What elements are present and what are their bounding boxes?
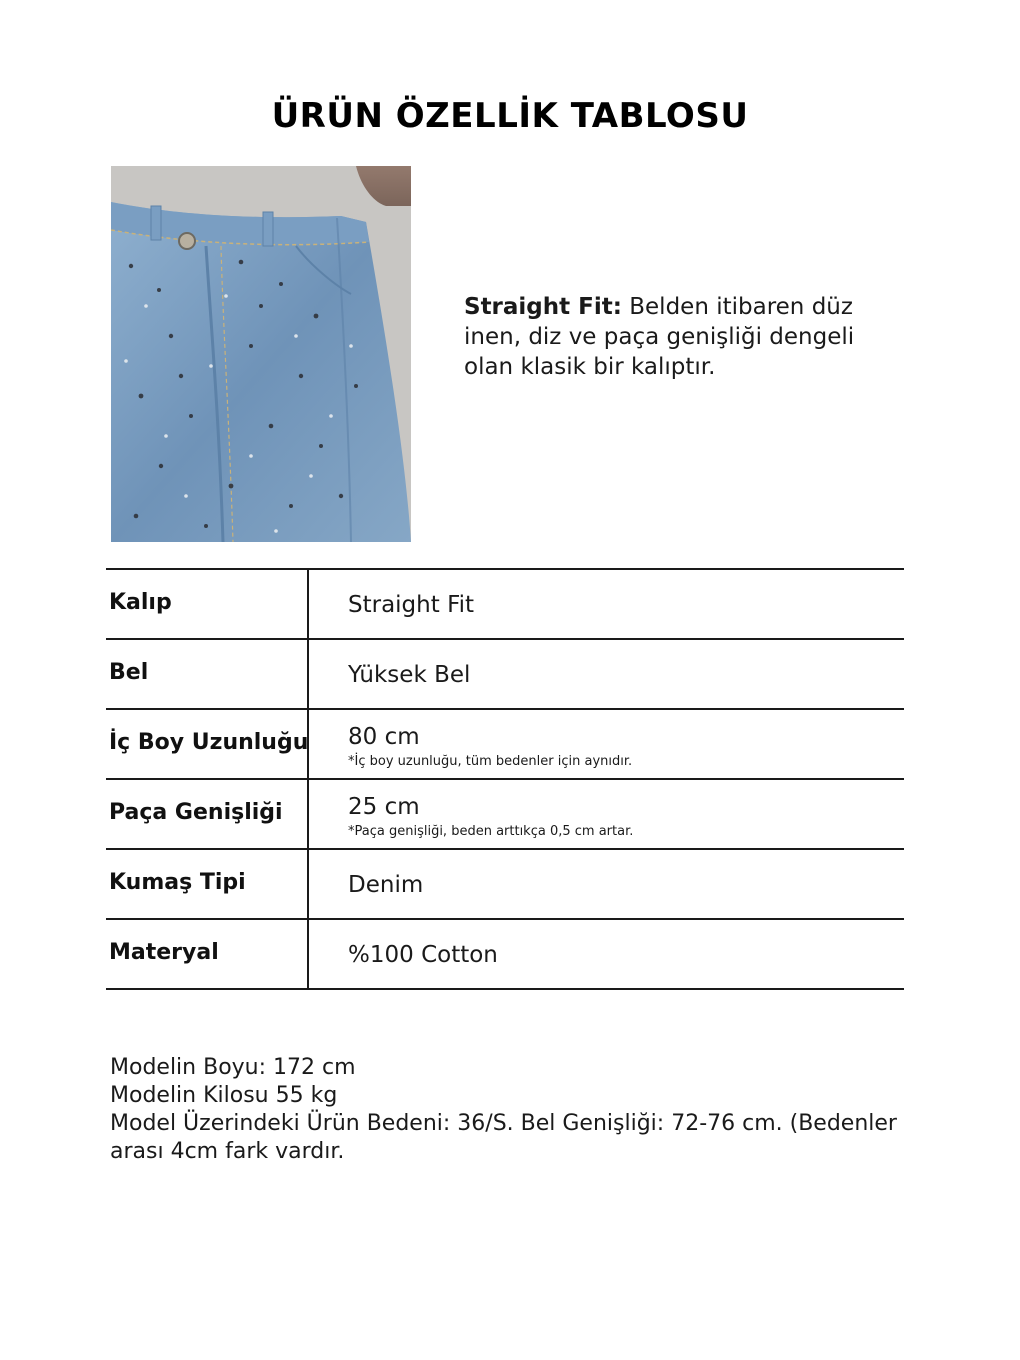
column-divider [307, 850, 309, 918]
page-title: ÜRÜN ÖZELLİK TABLOSU [271, 96, 749, 136]
spec-value: Straight Fit [348, 592, 475, 618]
spec-label: Kumaş Tipi [109, 870, 246, 895]
model-height: Modelin Boyu: 172 cm [110, 1055, 356, 1080]
spec-value: 25 cm [348, 794, 420, 820]
spec-row-ic-boy [106, 710, 904, 780]
spec-label: Bel [109, 660, 149, 685]
model-size: Model Üzerindeki Ürün Bedeni: 36/S. Bel Genişliği: 72-76 cm. (Bedenler arası 4cm fark vardır. [110, 1111, 897, 1164]
model-info [110, 1054, 910, 1166]
fit-text: Belden itibaren düz inen, diz ve paça genişliği dengeli olan klasik bir kalıptır. [464, 294, 855, 380]
spec-value: 80 cm [348, 724, 420, 750]
product-image [111, 166, 411, 542]
spec-row-materyal [106, 920, 904, 990]
spec-row-kalip [106, 570, 904, 640]
spec-table [106, 568, 904, 990]
spec-note: *Paça genişliği, beden arttıkça 0,5 cm artar. [348, 824, 634, 839]
column-divider [307, 640, 309, 708]
fit-term: Straight Fit: [464, 294, 622, 320]
spec-note: *İç boy uzunluğu, tüm bedenler için aynıdır. [348, 754, 633, 769]
spec-row-kumas [106, 850, 904, 920]
spec-label: Materyal [109, 940, 219, 965]
column-divider [307, 780, 309, 848]
spec-label: Kalıp [109, 590, 172, 615]
spec-value: Yüksek Bel [348, 662, 471, 688]
fit-description [464, 292, 904, 382]
model-weight: Modelin Kilosu 55 kg [110, 1083, 338, 1108]
spec-value: %100 Cotton [348, 942, 498, 968]
spec-row-paca [106, 780, 904, 850]
spec-value: Denim [348, 872, 424, 898]
spec-label: İç Boy Uzunluğu [109, 730, 309, 755]
spec-label: Paça Genişliği [109, 800, 283, 825]
column-divider [307, 570, 309, 638]
spec-row-bel [106, 640, 904, 710]
column-divider [307, 920, 309, 988]
